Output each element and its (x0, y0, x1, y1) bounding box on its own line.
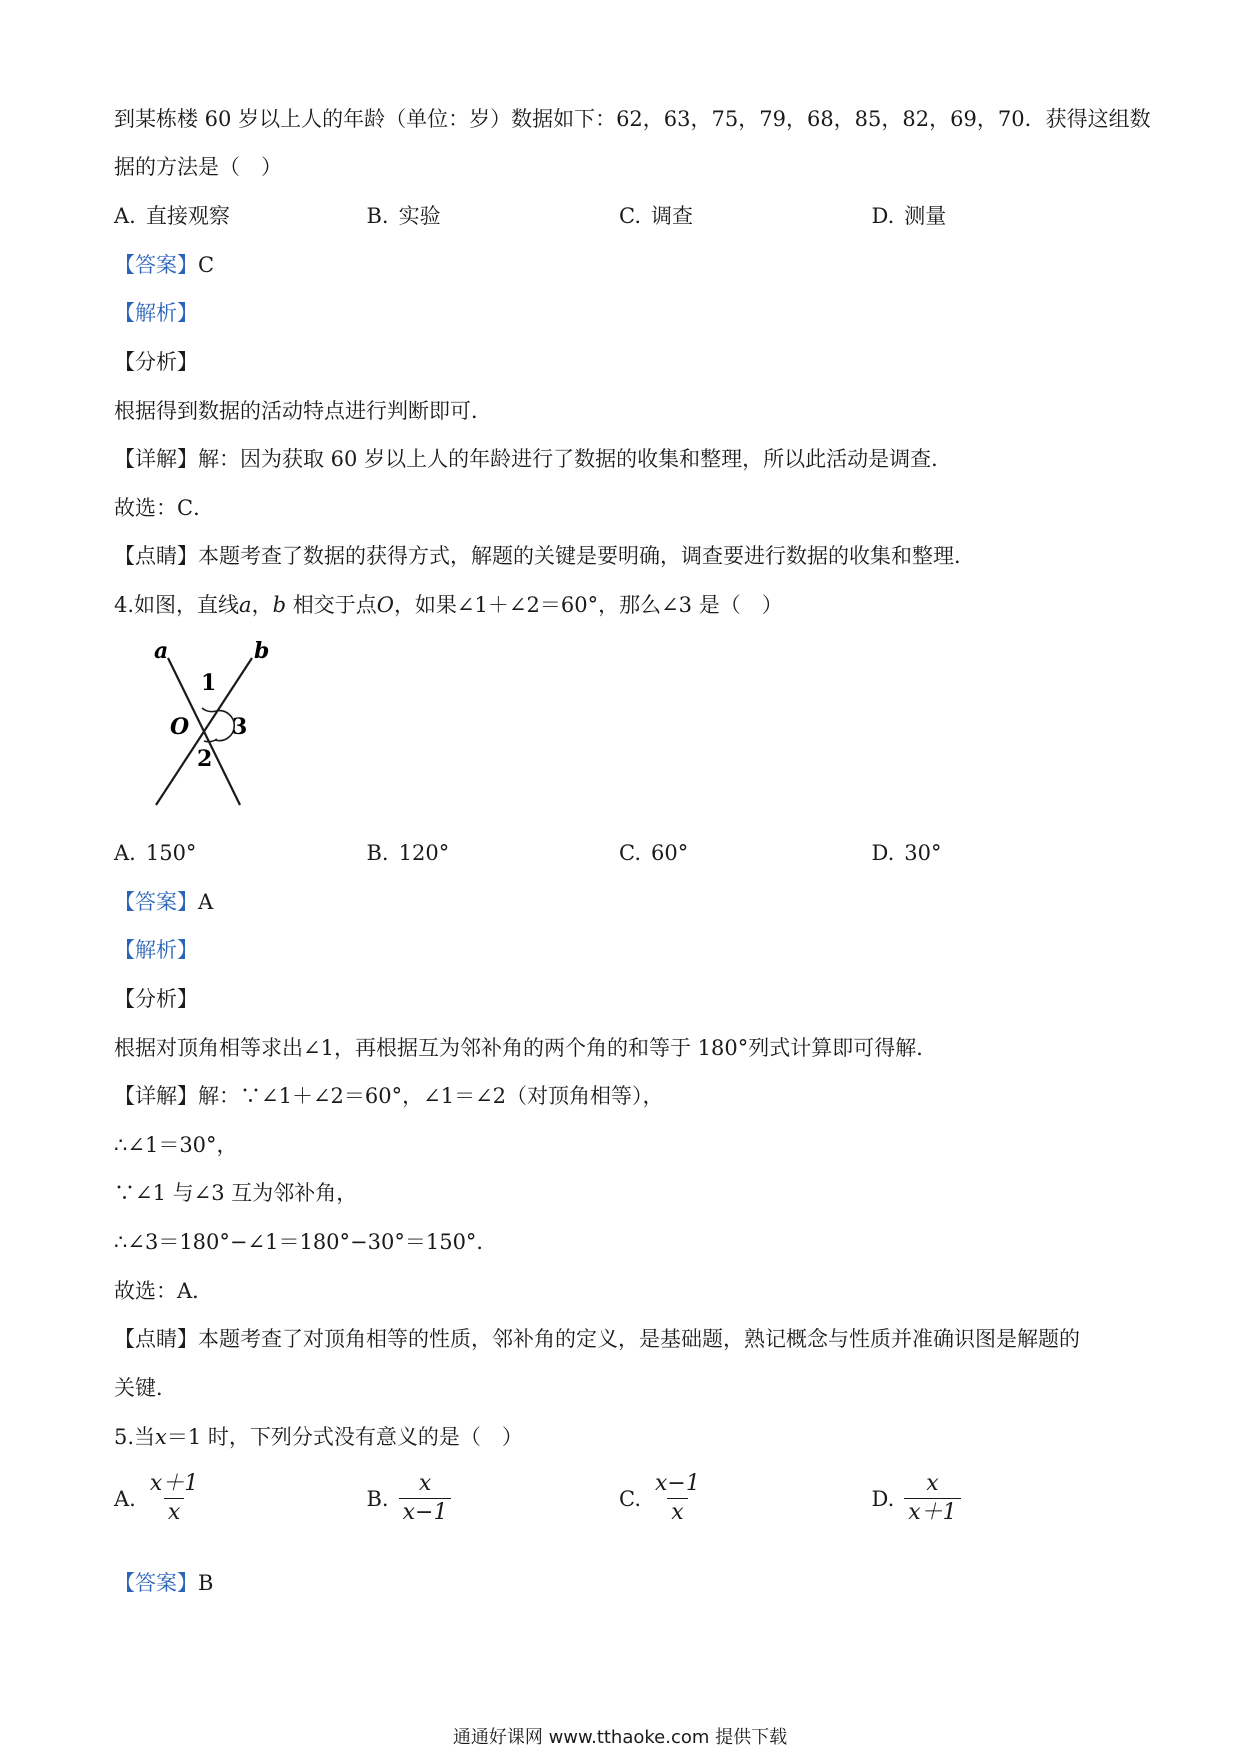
footer-source: 通通好课网 www.tthaoke.com 提供下载 (452, 1727, 788, 1748)
fraction: $\frac{x-1}{x}$ (655, 1471, 700, 1525)
q4-option-a: A. 150° (114, 841, 197, 865)
label-3: 3 (232, 714, 248, 740)
q4-step1: ∴∠1＝30°， (114, 1133, 238, 1157)
q4-guxuan: 故选：A． (114, 1279, 214, 1303)
fraction: $\frac{x}{x-1}$ (399, 1470, 452, 1527)
angle-1-arc (202, 708, 216, 712)
q3-option-b: B. 实验 (366, 204, 441, 228)
q4-options (114, 838, 1124, 868)
q3-xiangjie: 【详解】解：因为获取 60 岁以上人的年龄进行了数据的收集和整理，所以此活动是调查． (114, 447, 953, 471)
q3-option-c: C. 调查 (619, 204, 693, 228)
q3-option-a: A. 直接观察 (114, 204, 230, 228)
q5-answer: 【答案】B (114, 1571, 214, 1595)
q3-guxuan: 故选：C． (114, 496, 215, 520)
fraction: $\frac{x+1}{x}$ (149, 1471, 199, 1525)
fraction: $\frac{x}{x+1}$ (904, 1470, 960, 1527)
q4-step3: ∴∠3＝180°−∠1＝180°−30°＝150°． (114, 1230, 498, 1254)
q3-option-d: D. 测量 (871, 204, 947, 228)
q4-fenxi: 根据对顶角相等求出∠1，再根据互为邻补角的两个角的和等于 180°列式计算即可得解． (114, 1036, 938, 1060)
q4-option-b: B. 120° (366, 841, 450, 865)
q5-options (114, 1470, 1124, 1527)
q5-option-c: C. $\frac{x-1}{x}$ (619, 1470, 872, 1527)
q4-jiexi-tag: 【解析】 (114, 938, 198, 962)
label-1: 1 (201, 670, 217, 696)
q3-jiexi-tag: 【解析】 (114, 301, 198, 325)
q5-option-a: A. $\frac{x+1}{x}$ (114, 1470, 367, 1527)
q3-fenxi-tag: 【分析】 (114, 350, 198, 374)
q5-stem: 5.当x＝1 时，下列分式没有意义的是（ ） (114, 1425, 523, 1449)
label-2: 2 (197, 746, 213, 772)
intersecting-lines-figure (150, 640, 285, 815)
q3-stem-line2: 据的方法是（ ） (114, 155, 282, 179)
q3-answer: 【答案】C (114, 253, 215, 277)
q4-dianjing-line1: 【点睛】本题考查了对顶角相等的性质，邻补角的定义，是基础题，熟记概念与性质并准确识图是解题的 (114, 1327, 1080, 1351)
q4-step2: ∵∠1 与∠3 互为邻补角， (114, 1181, 358, 1205)
q4-dianjing-line2: 关键． (114, 1376, 177, 1400)
q5-option-d: D. $\frac{x}{x+1}$ (872, 1470, 1125, 1527)
q3-fenxi: 根据得到数据的活动特点进行判断即可． (114, 399, 492, 423)
label-a: a (154, 640, 169, 664)
q4-answer: 【答案】A (114, 890, 214, 914)
label-o: O (170, 714, 190, 740)
angle-2-arc (204, 739, 217, 742)
q5-option-b: B. $\frac{x}{x-1}$ (367, 1470, 620, 1527)
q4-fenxi-tag: 【分析】 (114, 987, 198, 1011)
label-b: b (254, 640, 270, 664)
q4-xiangjie: 【详解】解：∵∠1＋∠2＝60°，∠1＝∠2（对顶角相等）， (114, 1084, 664, 1108)
q4-option-c: C. 60° (619, 841, 689, 865)
q4-option-d: D. 30° (871, 841, 942, 865)
q3-dianjing: 【点睛】本题考查了数据的获得方式，解题的关键是要明确，调查要进行数据的收集和整理． (114, 544, 975, 568)
q4-stem: 4.如图，直线a，b 相交于点O，如果∠1＋∠2＝60°，那么∠3 是（ ） (114, 593, 783, 617)
q3-stem-line1: 到某栋楼 60 岁以上人的年龄（单位：岁）数据如下：62，63，75，79，68，85，82，69，70．获得这组数 (114, 107, 1151, 131)
q3-options (114, 201, 1124, 231)
